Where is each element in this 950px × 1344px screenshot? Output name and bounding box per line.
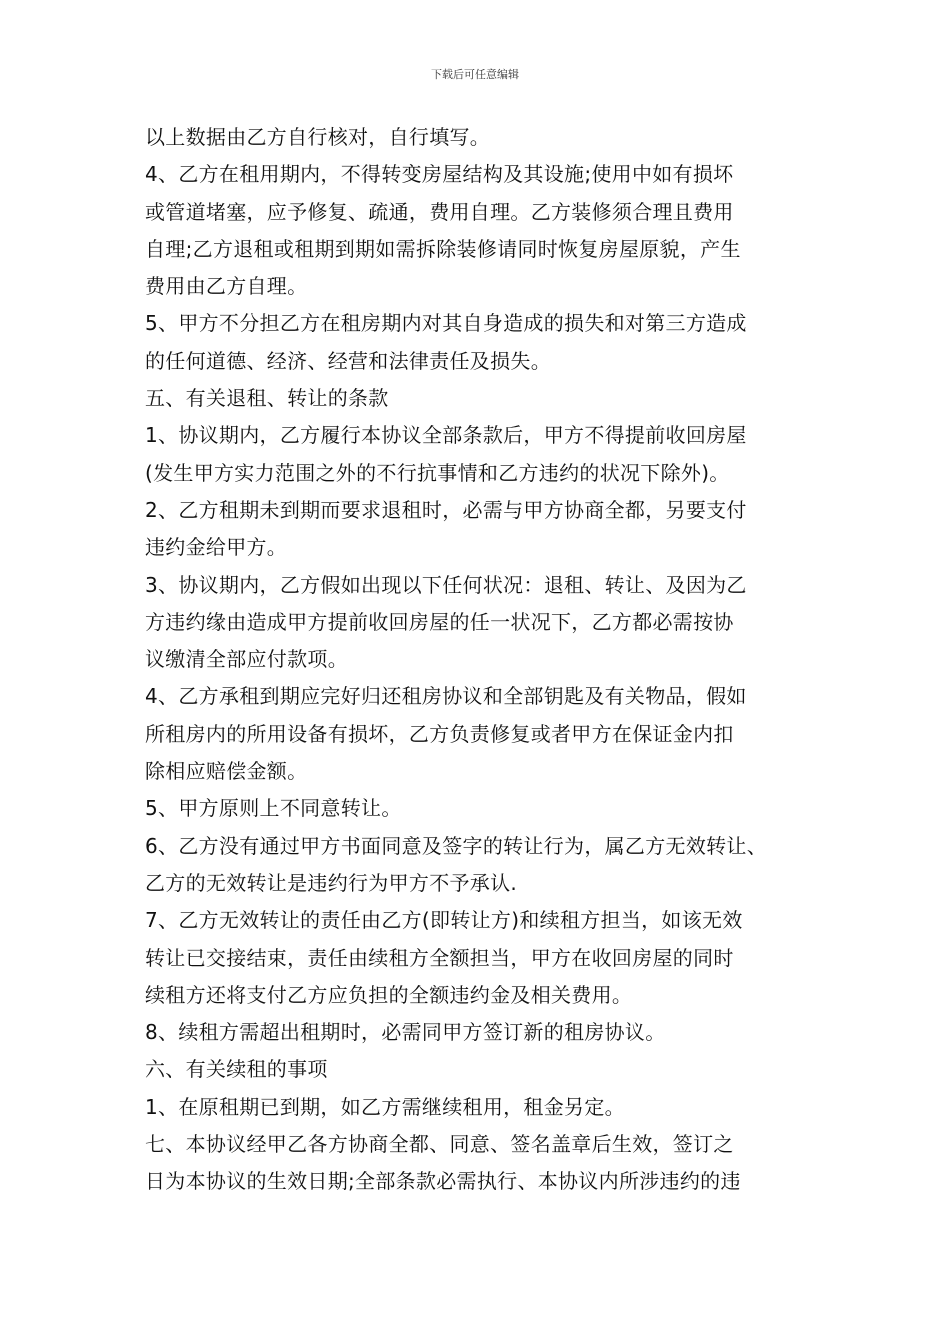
text-line: 1、协议期内，乙方履行本协议全部条款后，甲方不得提前收回房屋 — [145, 423, 747, 448]
text-line: 自理;乙方退租或租期到期如需拆除装修请同时恢复房屋原貌，产生 — [145, 236, 741, 261]
text-line: 方违约缘由造成甲方提前收回房屋的任一状况下，乙方都必需按协 — [145, 609, 734, 634]
text-line: 6、乙方没有通过甲方书面同意及签字的转让行为，属乙方无效转让、 — [145, 833, 768, 858]
text-line: 以上数据由乙方自行核对，自行填写。 — [145, 125, 491, 149]
text-line: 4、乙方承租到期应完好归还租房协议和全部钥匙及有关物品，假如 — [145, 684, 747, 709]
text-line: 所租房内的所用设备有损坏，乙方负责修复或者甲方在保证金内扣 — [145, 721, 734, 746]
text-line: 5、甲方原则上不同意转让。 — [145, 796, 402, 821]
text-line: 违约金给甲方。 — [145, 535, 288, 560]
text-line: 或管道堵塞，应予修复、疏通，费用自理。乙方装修须合理且费用 — [145, 199, 734, 224]
text-line: 日为本协议的生效日期;全部条款必需执行、本协议内所涉违约的违 — [145, 1169, 741, 1194]
section-heading: 五、有关退租、转让的条款 — [145, 386, 389, 411]
text-line: 3、协议期内，乙方假如出现以下任何状况：退租、转让、及因为乙 — [145, 572, 747, 597]
text-line: 5、甲方不分担乙方在租房期内对其自身造成的损失和对第三方造成 — [145, 311, 747, 336]
text-line: 乙方的无效转让是违约行为甲方不予承认. — [145, 870, 518, 895]
text-line: 除相应赔偿金额。 — [145, 759, 308, 784]
text-line: 8、续租方需超出租期时，必需同甲方签订新的租房协议。 — [145, 1020, 666, 1045]
text-line: 续租方还将支付乙方应负担的全额违约金及相关费用。 — [145, 982, 633, 1007]
text-line: 费用由乙方自理。 — [145, 274, 308, 299]
text-line: 议缴清全部应付款项。 — [145, 647, 348, 672]
text-line: 1、在原租期已到期，如乙方需继续租用，租金另定。 — [145, 1094, 625, 1119]
page-header: 下载后可任意编辑 — [431, 68, 519, 81]
text-line: (发生甲方实力范围之外的不行抗事情和乙方违约的状况下除外)。 — [145, 460, 730, 485]
text-line: 的任何道德、经济、经营和法律责任及损失。 — [145, 348, 551, 373]
text-line: 7、乙方无效转让的责任由乙方(即转让方)和续租方担当，如该无效 — [145, 908, 743, 933]
document-body — [145, 119, 835, 1201]
text-line: 2、乙方租期未到期而要求退租时，必需与甲方协商全都，另要支付 — [145, 497, 747, 522]
text-line: 4、乙方在租用期内，不得转变房屋结构及其设施;使用中如有损坏 — [145, 162, 734, 187]
section-heading: 六、有关续租的事项 — [145, 1057, 328, 1082]
text-line: 转让已交接结束，责任由续租方全额担当，甲方在收回房屋的同时 — [145, 945, 734, 970]
text-line: 七、本协议经甲乙各方协商全都、同意、签名盖章后生效，签订之 — [145, 1132, 734, 1157]
